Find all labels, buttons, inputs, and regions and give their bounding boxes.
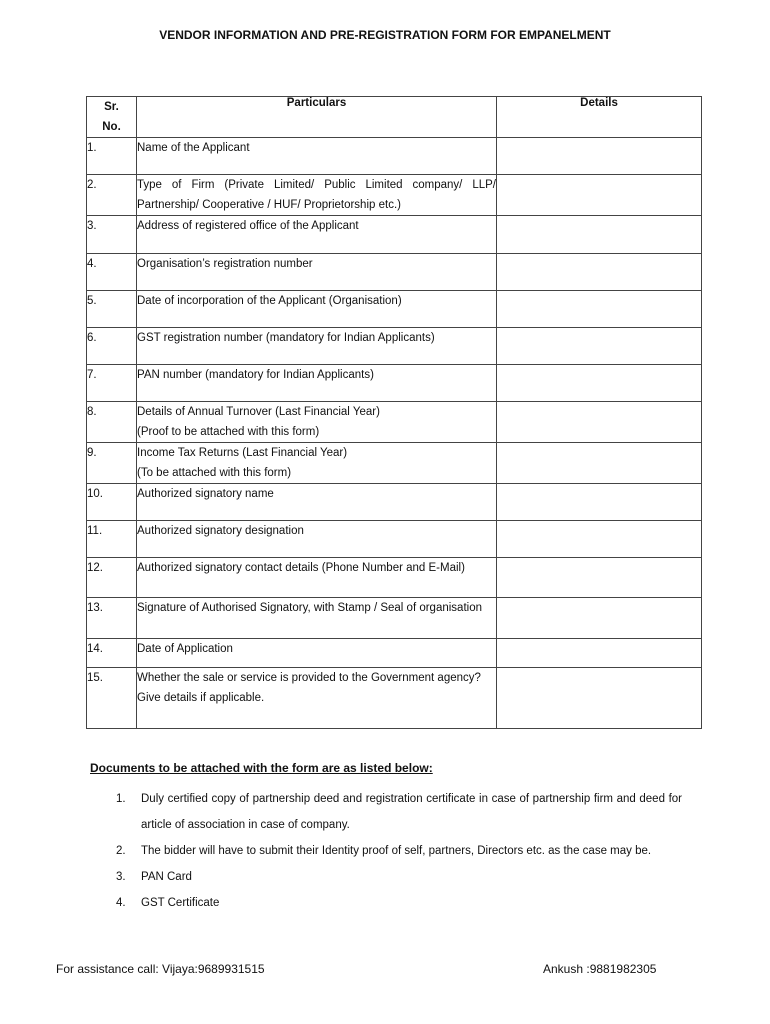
details-cell[interactable] [497, 668, 702, 729]
row-particular: Whether the sale or service is provided to the Government agency? Give details if applicable. [137, 668, 497, 729]
details-cell[interactable] [497, 521, 702, 558]
row-particular: Authorized signatory designation [137, 521, 497, 558]
row-number: 10. [87, 484, 137, 521]
table-row [87, 521, 702, 558]
details-cell[interactable] [497, 443, 702, 484]
details-cell[interactable] [497, 175, 702, 216]
details-cell[interactable] [497, 402, 702, 443]
table-row [87, 365, 702, 402]
row-particular: Income Tax Returns (Last Financial Year) (To be attached with this form) [137, 443, 497, 484]
row-particular: PAN number (mandatory for Indian Applicants) [137, 365, 497, 402]
details-header: Details [497, 97, 702, 138]
row-number: 9. [87, 443, 137, 484]
row-number: 3. [87, 216, 137, 254]
footer-contact-vijaya: For assistance call: Vijaya:9689931515 [56, 962, 265, 976]
row-particular: Date of Application [137, 639, 497, 668]
table-header-row [87, 97, 702, 138]
row-number: 12. [87, 558, 137, 598]
table-row [87, 558, 702, 598]
list-item: 4. GST Certificate [116, 897, 220, 909]
table-row [87, 484, 702, 521]
table-row [87, 598, 702, 639]
details-cell[interactable] [497, 484, 702, 521]
particulars-header: Particulars [137, 97, 497, 138]
vendor-info-table [86, 96, 702, 729]
details-cell[interactable] [497, 598, 702, 639]
table-row [87, 216, 702, 254]
form-title: VENDOR INFORMATION AND PRE-REGISTRATION FORM FOR EMPANELMENT [159, 28, 611, 42]
row-particular: GST registration number (mandatory for Indian Applicants) [137, 328, 497, 365]
row-number: 5. [87, 291, 137, 328]
row-number: 11. [87, 521, 137, 558]
footer-contact-ankush: Ankush :9881982305 [543, 962, 657, 976]
row-particular: Date of incorporation of the Applicant (Organisation) [137, 291, 497, 328]
row-particular: Details of Annual Turnover (Last Financial Year) (Proof to be attached with this form) [137, 402, 497, 443]
table-row [87, 254, 702, 291]
table-row [87, 639, 702, 668]
row-number: 14. [87, 639, 137, 668]
table-row [87, 138, 702, 175]
row-particular: Organisation’s registration number [137, 254, 497, 291]
row-particular: Type of Firm (Private Limited/ Public Limited company/ LLP/ Partnership/ Cooperative / HUF/ Proprietorship etc.) [137, 175, 497, 216]
list-item: 1. Duly certified copy of partnership deed and registration certificate in case of partnership firm and deed for article of association in case of company. [116, 793, 682, 831]
row-particular: Signature of Authorised Signatory, with Stamp / Seal of organisation [137, 598, 497, 639]
row-number: 8. [87, 402, 137, 443]
documents-heading: Documents to be attached with the form are as listed below: [90, 761, 433, 775]
table-row [87, 443, 702, 484]
details-cell[interactable] [497, 365, 702, 402]
details-cell[interactable] [497, 254, 702, 291]
row-number: 2. [87, 175, 137, 216]
row-particular: Address of registered office of the Applicant [137, 216, 497, 254]
details-cell[interactable] [497, 291, 702, 328]
documents-list [116, 786, 682, 916]
row-particular: Name of the Applicant [137, 138, 497, 175]
table-row [87, 291, 702, 328]
table-row [87, 175, 702, 216]
list-item: 3. PAN Card [116, 871, 192, 883]
row-particular: Authorized signatory contact details (Phone Number and E-Mail) [137, 558, 497, 598]
row-number: 4. [87, 254, 137, 291]
list-item: 2. The bidder will have to submit their Identity proof of self, partners, Directors etc. as the case may be. [116, 845, 652, 857]
row-number: 15. [87, 668, 137, 729]
row-particular: Authorized signatory name [137, 484, 497, 521]
row-number: 13. [87, 598, 137, 639]
sr-no-header: Sr. No. [87, 97, 137, 138]
row-number: 7. [87, 365, 137, 402]
table-row [87, 402, 702, 443]
details-cell[interactable] [497, 639, 702, 668]
table-row [87, 328, 702, 365]
details-cell[interactable] [497, 328, 702, 365]
row-number: 1. [87, 138, 137, 175]
details-cell[interactable] [497, 558, 702, 598]
table-row [87, 668, 702, 729]
details-cell[interactable] [497, 216, 702, 254]
details-cell[interactable] [497, 138, 702, 175]
row-number: 6. [87, 328, 137, 365]
